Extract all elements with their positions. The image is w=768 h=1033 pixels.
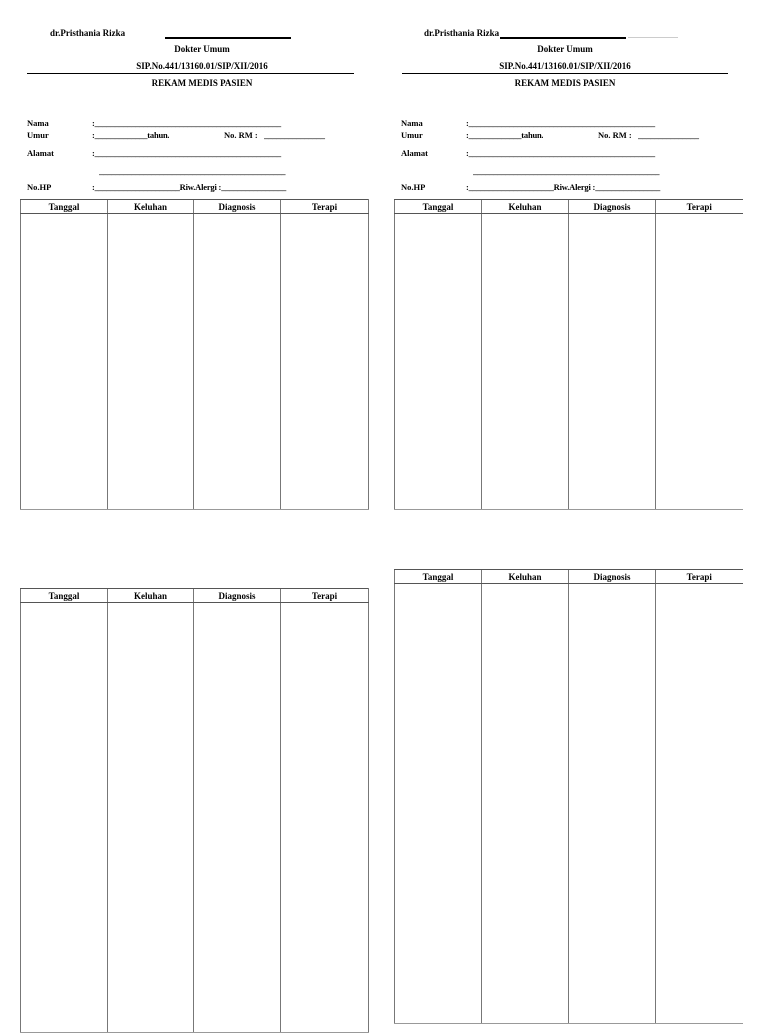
cell-tanggal[interactable] bbox=[21, 214, 108, 510]
doctor-title: Dokter Umum bbox=[537, 44, 593, 54]
alamat-label: Alamat bbox=[27, 148, 54, 158]
cell-keluhan[interactable] bbox=[482, 584, 569, 1024]
treatment-table-top-right bbox=[394, 199, 743, 510]
cell-tanggal[interactable] bbox=[21, 603, 108, 1033]
header-divider bbox=[27, 73, 354, 74]
treatment-table-bottom-left bbox=[20, 588, 369, 1033]
col-header-keluhan: Keluhan bbox=[108, 589, 194, 603]
cell-tanggal[interactable] bbox=[395, 584, 482, 1024]
no-rm-label: No. RM : bbox=[224, 130, 258, 140]
no-hp-label: No.HP bbox=[27, 182, 52, 192]
alamat-field-line2[interactable]: ______________________________________________ bbox=[473, 166, 660, 176]
nama-label: Nama bbox=[401, 118, 423, 128]
cell-terapi[interactable] bbox=[281, 603, 369, 1033]
cell-diagnosis[interactable] bbox=[569, 584, 656, 1024]
treatment-table-top-left bbox=[20, 199, 369, 510]
nama-field[interactable]: :______________________________________________ bbox=[92, 118, 281, 128]
doctor-name: dr.Pristhania Rizka bbox=[424, 28, 500, 38]
alamat-field-line2[interactable]: ______________________________________________ bbox=[99, 166, 286, 176]
header-bar bbox=[500, 37, 626, 39]
col-header-terapi: Terapi bbox=[281, 589, 369, 603]
cell-keluhan[interactable] bbox=[108, 214, 194, 510]
col-header-terapi: Terapi bbox=[281, 200, 369, 214]
sip-number: SIP.No.441/13160.01/SIP/XII/2016 bbox=[499, 61, 631, 71]
alamat-field[interactable]: :______________________________________________ bbox=[92, 148, 281, 158]
no-rm-label: No. RM : bbox=[598, 130, 632, 140]
cell-terapi[interactable] bbox=[656, 584, 743, 1024]
cell-keluhan[interactable] bbox=[108, 603, 194, 1033]
patient-form-right bbox=[401, 118, 751, 198]
header-divider bbox=[402, 73, 728, 74]
col-header-terapi: Terapi bbox=[656, 570, 743, 584]
col-header-tanggal: Tanggal bbox=[21, 589, 108, 603]
record-header-left bbox=[27, 24, 377, 124]
alamat-field[interactable]: :______________________________________________ bbox=[466, 148, 655, 158]
treatment-table-bottom-right bbox=[394, 569, 743, 1024]
doctor-title: Dokter Umum bbox=[174, 44, 230, 54]
umur-field[interactable]: :_____________tahun. bbox=[92, 130, 170, 140]
col-header-diagnosis: Diagnosis bbox=[569, 200, 656, 214]
header-bar-fade bbox=[628, 37, 678, 38]
no-hp-label: No.HP bbox=[401, 182, 426, 192]
nama-label: Nama bbox=[27, 118, 49, 128]
col-header-terapi: Terapi bbox=[656, 200, 743, 214]
sip-number: SIP.No.441/13160.01/SIP/XII/2016 bbox=[136, 61, 268, 71]
col-header-diagnosis: Diagnosis bbox=[194, 200, 281, 214]
no-rm-field[interactable]: _______________ bbox=[638, 130, 699, 140]
col-header-tanggal: Tanggal bbox=[21, 200, 108, 214]
no-hp-field[interactable]: :_____________________Riw.Alergi :________________ bbox=[466, 182, 660, 192]
form-title: REKAM MEDIS PASIEN bbox=[514, 78, 616, 88]
col-header-diagnosis: Diagnosis bbox=[194, 589, 281, 603]
form-title: REKAM MEDIS PASIEN bbox=[151, 78, 253, 88]
patient-form-left bbox=[27, 118, 377, 198]
cell-terapi[interactable] bbox=[281, 214, 369, 510]
col-header-tanggal: Tanggal bbox=[395, 200, 482, 214]
col-header-keluhan: Keluhan bbox=[108, 200, 194, 214]
cell-keluhan[interactable] bbox=[482, 214, 569, 510]
doctor-name: dr.Pristhania Rizka bbox=[50, 28, 126, 38]
no-hp-field[interactable]: :_____________________Riw.Alergi :________________ bbox=[92, 182, 286, 192]
cell-diagnosis[interactable] bbox=[569, 214, 656, 510]
cell-terapi[interactable] bbox=[656, 214, 743, 510]
col-header-tanggal: Tanggal bbox=[395, 570, 482, 584]
alamat-label: Alamat bbox=[401, 148, 428, 158]
cell-diagnosis[interactable] bbox=[194, 214, 281, 510]
umur-label: Umur bbox=[401, 130, 423, 140]
col-header-keluhan: Keluhan bbox=[482, 570, 569, 584]
record-header-right bbox=[402, 24, 728, 124]
col-header-keluhan: Keluhan bbox=[482, 200, 569, 214]
header-bar bbox=[165, 37, 291, 39]
cell-tanggal[interactable] bbox=[395, 214, 482, 510]
no-rm-field[interactable]: _______________ bbox=[264, 130, 325, 140]
umur-label: Umur bbox=[27, 130, 49, 140]
cell-diagnosis[interactable] bbox=[194, 603, 281, 1033]
umur-field[interactable]: :_____________tahun. bbox=[466, 130, 544, 140]
col-header-diagnosis: Diagnosis bbox=[569, 570, 656, 584]
nama-field[interactable]: :______________________________________________ bbox=[466, 118, 655, 128]
